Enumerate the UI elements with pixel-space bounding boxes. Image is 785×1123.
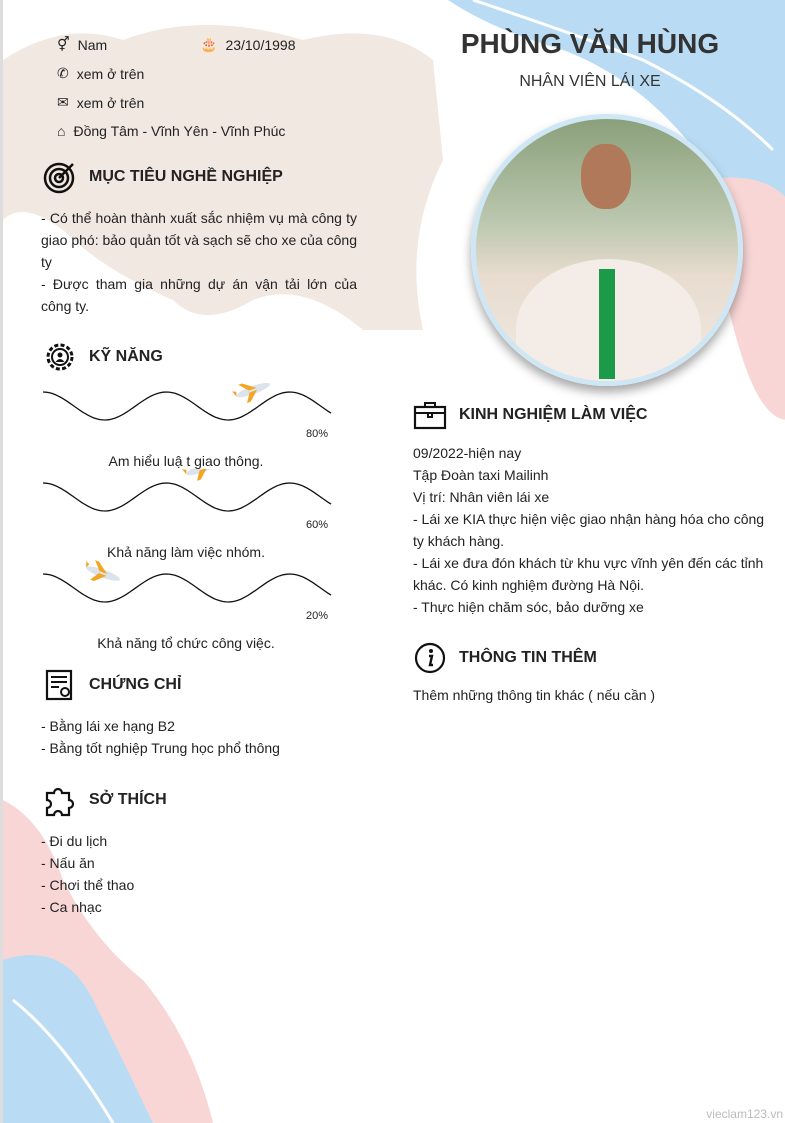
skill-wave xyxy=(41,378,341,428)
experience-text xyxy=(413,442,778,618)
skill-percent: 20% xyxy=(306,610,329,622)
skill-wave xyxy=(41,560,341,610)
hobby-item: - Nấu ăn xyxy=(41,855,95,871)
birthday-value: 23/10/1998 xyxy=(225,36,296,53)
experience-title: KINH NGHIỆM LÀM VIỆC xyxy=(459,406,648,423)
objective-line: - Có thể hoàn thành xuất sắc nhiệm vụ mà công ty giao phó: bảo quản tốt và sạch sẽ cho xe của công ty xyxy=(41,210,358,270)
info-icon xyxy=(413,641,447,675)
skill-percent: 80% xyxy=(306,428,329,440)
profile-photo xyxy=(471,114,743,386)
skill-wave xyxy=(41,469,341,519)
experience-duty: - Lái xe KIA thực hiện việc giao nhận hàng hóa cho công ty khách hàng. xyxy=(413,511,765,549)
experience-duty: - Thực hiện chăm sóc, bảo dưỡng xe xyxy=(413,599,644,615)
certificate-item: - Bằng lái xe hạng B2 xyxy=(41,718,175,734)
certificates-title: CHỨNG CHỈ xyxy=(89,676,182,693)
address-info xyxy=(57,123,285,139)
skills-title: KỸ NĂNG xyxy=(89,348,163,365)
experience-heading xyxy=(413,398,647,432)
skill-label: Khả năng làm việc nhóm. xyxy=(107,544,265,560)
airplane-icon xyxy=(81,560,124,589)
skill-label: Am hiểu luậ t giao thông. xyxy=(108,453,264,469)
skill-label: Khả năng tổ chức công việc. xyxy=(97,635,275,651)
extra-title: THÔNG TIN THÊM xyxy=(459,649,597,666)
address-value: Đồng Tâm - Vĩnh Yên - Vĩnh Phúc xyxy=(73,123,286,139)
hobby-item: - Chơi thể thao xyxy=(41,877,135,893)
objective-text xyxy=(41,207,357,317)
skill-item xyxy=(41,560,341,651)
hobby-item: - Đi du lịch xyxy=(41,833,108,849)
objective-heading xyxy=(43,160,283,194)
experience-period: 09/2022-hiện nay xyxy=(413,445,522,461)
objective-title: MỤC TIÊU NGHỀ NGHIỆP xyxy=(89,168,283,185)
target-icon xyxy=(43,160,77,194)
skill-item xyxy=(41,378,341,469)
airplane-icon xyxy=(231,378,274,406)
candidate-name: PHÙNG VĂN HÙNG xyxy=(460,28,720,59)
watermark: vieclam123.vn xyxy=(706,1107,783,1121)
email-icon: ✉ xyxy=(57,94,69,110)
skill-percent: 60% xyxy=(306,519,329,531)
home-icon: ⌂ xyxy=(57,123,66,139)
certificates-heading xyxy=(43,668,181,702)
experience-duty: - Lái xe đưa đón khách từ khu vực vĩnh yên đến các tỉnh khác. Có kinh nghiệm đường Hà Nội. xyxy=(413,555,764,593)
cake-icon: 🎂 xyxy=(200,36,218,52)
email-info xyxy=(57,94,144,111)
extra-text: Thêm những thông tin khác ( nếu cần ) xyxy=(413,687,656,703)
briefcase-icon xyxy=(413,398,447,432)
hobbies-text xyxy=(41,830,134,918)
gear-user-icon xyxy=(43,340,77,374)
email-value: xem ở trên xyxy=(76,94,145,111)
certificates-text xyxy=(41,715,280,759)
objective-line: - Được tham gia những dự án vận tải lớn của công ty. xyxy=(41,276,357,314)
phone-info xyxy=(57,65,144,82)
certificate-item: - Bằng tốt nghiệp Trung học phổ thông xyxy=(41,740,280,756)
gender-value: Nam xyxy=(77,36,108,53)
phone-icon: ✆ xyxy=(57,65,69,81)
hobbies-heading xyxy=(43,783,167,817)
birthday-info xyxy=(200,36,296,53)
hobby-item: - Ca nhạc xyxy=(41,899,102,915)
phone-value: xem ở trên xyxy=(76,65,145,82)
job-title: NHÂN VIÊN LÁI XE xyxy=(519,73,661,90)
skills-heading xyxy=(43,340,163,374)
experience-position: Vị trí: Nhân viên lái xe xyxy=(413,489,550,505)
gender-icon: ⚥ xyxy=(57,36,70,52)
puzzle-icon xyxy=(43,783,77,817)
gender-info xyxy=(57,36,107,53)
experience-company: Tập Đoàn taxi Mailinh xyxy=(413,467,549,483)
extra-heading xyxy=(413,641,597,675)
hobbies-title: SỞ THÍCH xyxy=(89,791,167,808)
skill-item xyxy=(41,469,341,560)
airplane-icon xyxy=(181,469,224,484)
certificate-icon xyxy=(43,668,77,702)
